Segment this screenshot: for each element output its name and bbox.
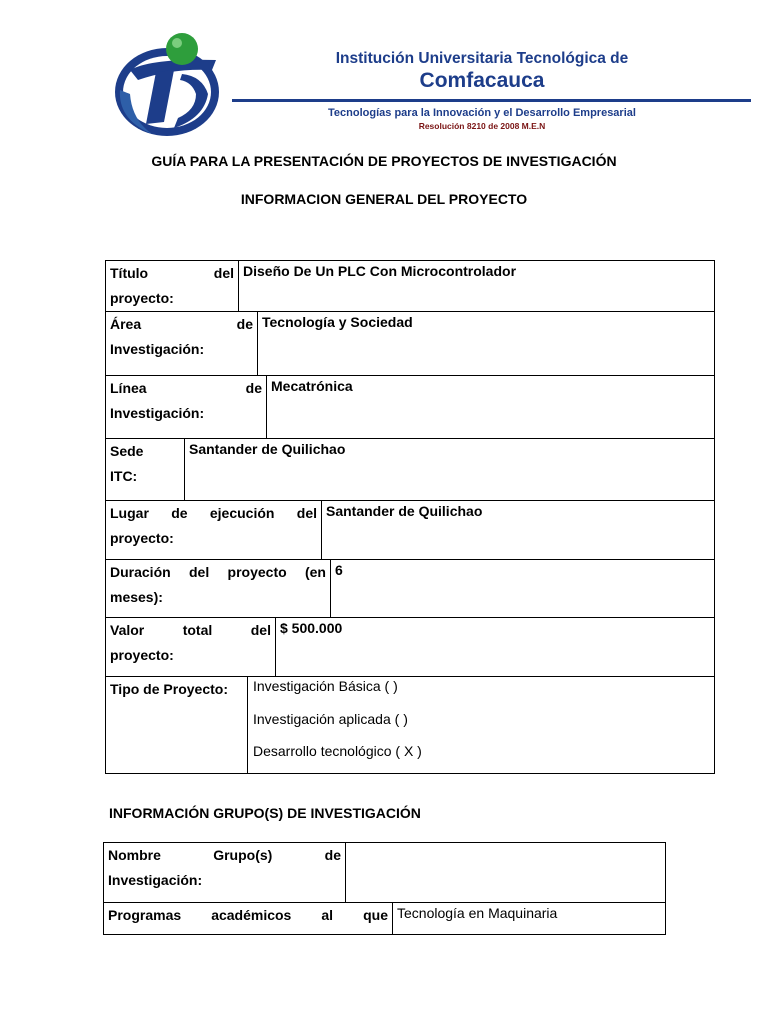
label-nombre-grupo: Nombre Grupo(s) de Investigación: [104,843,346,902]
institution-resolution: Resolución 8210 de 2008 M.E.N [418,121,546,131]
row-sede [106,439,714,501]
value-tipo [248,677,714,773]
label-lugar: Lugar de ejecución del proyecto: [106,501,322,559]
label-titulo: Título del proyecto: [106,261,239,311]
row-titulo [106,261,714,312]
label-tipo: Tipo de Proyecto: [106,677,248,773]
label-valor: Valor total del proyecto: [106,618,276,676]
document-title: GUÍA PARA LA PRESENTACIÓN DE PROYECTOS DE INVESTIGACIÓN [151,153,617,169]
label-area: Área de Investigación: [106,312,258,375]
document-subtitle: INFORMACION GENERAL DEL PROYECTO [240,191,528,207]
label-duracion: Duración del proyecto (en meses): [106,560,331,617]
row-tipo [106,677,714,773]
value-lugar: Santander de Quilichao [326,503,483,519]
itc-logo-icon [112,30,232,142]
group-info-table [103,842,666,935]
row-programas [104,903,665,934]
row-linea [106,376,714,439]
option-investigacion-basica: Investigación Básica ( ) [253,678,398,694]
institution-slogan: Tecnologías para la Innovación y el Desarrollo Empresarial [328,107,636,119]
row-duracion [106,560,714,618]
option-investigacion-aplicada: Investigación aplicada ( ) [253,711,408,727]
project-info-table [105,260,715,774]
option-desarrollo-tecnologico: Desarrollo tecnológico ( X ) [253,743,422,759]
row-nombre-grupo [104,843,665,903]
value-area: Tecnología y Sociedad [262,314,413,330]
row-valor [106,618,714,677]
value-programas: Tecnología en Maquinaria [397,905,558,921]
value-titulo: Diseño De Un PLC Con Microcontrolador [243,263,517,279]
value-linea: Mecatrónica [271,378,353,394]
value-nombre-grupo [346,843,665,902]
label-programas: Programas académicos al que [104,903,393,934]
row-area [106,312,714,376]
value-sede: Santander de Quilichao [189,441,346,457]
institution-name-line2: Comfacauca [419,69,545,92]
row-lugar [106,501,714,560]
value-duracion: 6 [335,562,343,578]
institution-name-line1: Institución Universitaria Tecnológica de [335,50,629,67]
label-linea: Línea de Investigación: [106,376,267,438]
label-sede: Sede ITC: [106,439,185,500]
group-section-title: INFORMACIÓN GRUPO(S) DE INVESTIGACIÓN [109,805,421,821]
header-divider [232,99,751,102]
value-valor: $ 500.000 [280,620,343,636]
